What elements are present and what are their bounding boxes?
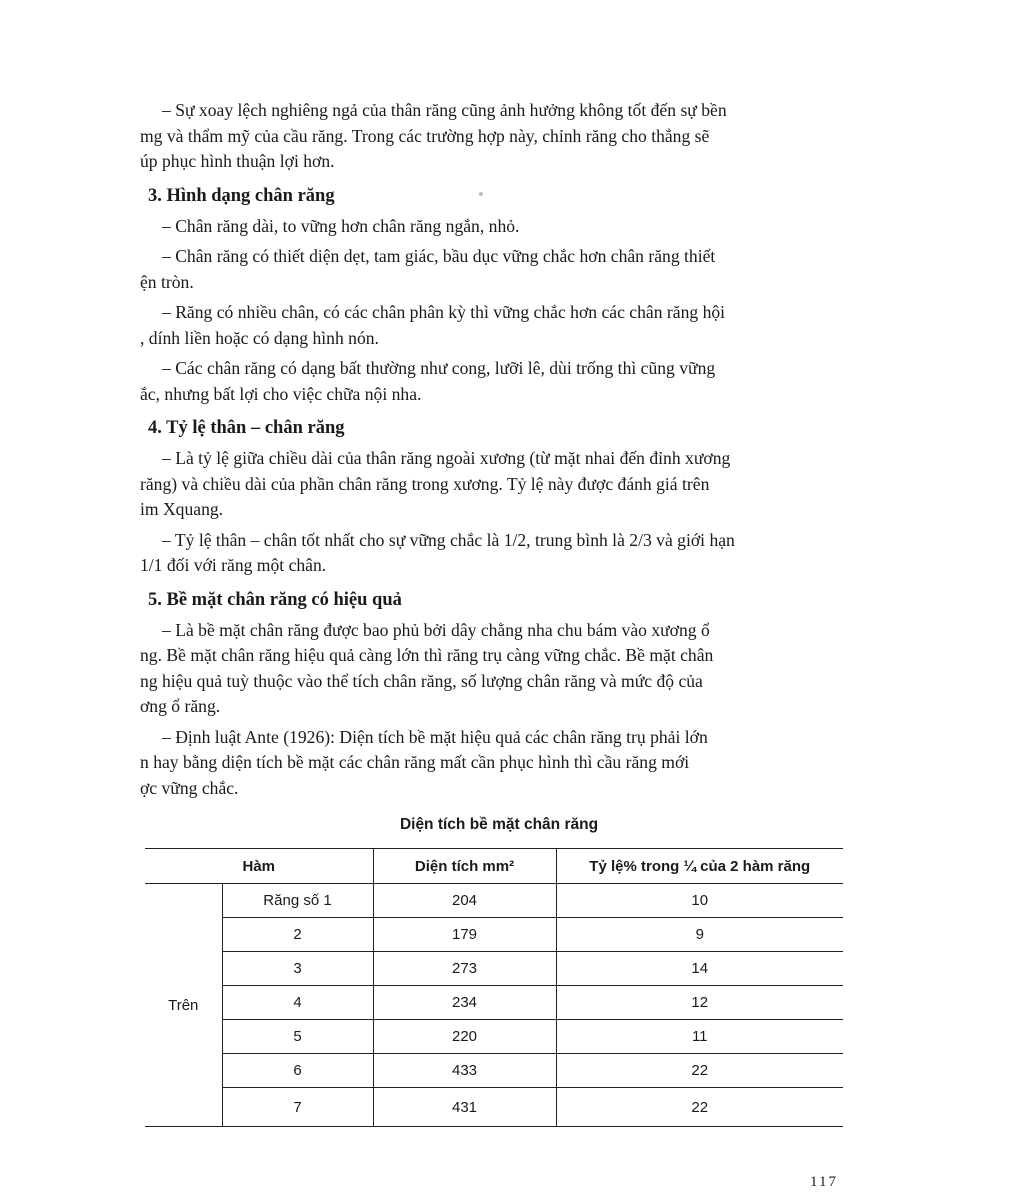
table-row <box>145 986 843 1020</box>
paragraph: – Sự xoay lệch nghiêng ngả của thân răng cũng ảnh hưởng không tốt đến sự bền mg và thẩm mỹ của cầu răng. Trong các trường hợp này, chỉnh răng cho thẳng sẽ úp phục hình thuận lợi hơn. <box>140 100 727 171</box>
cell-ratio: 22 <box>556 1054 843 1088</box>
table-row <box>145 1088 843 1127</box>
body-text <box>140 98 846 806</box>
paragraph: – Là bề mặt chân răng được bao phủ bởi dây chằng nha chu bám vào xương ổ ng. Bề mặt chân răng hiệu quả càng lớn thì răng trụ càng vững chắc. Bề mặt chân ng hiệu quả tuỳ thuộc vào thể tích chân răng, số lượng chân răng và mức độ của ơng ổ răng. <box>140 619 714 716</box>
section-heading: 4. Tỷ lệ thân – chân răng <box>148 418 345 438</box>
paragraph: – Chân răng có thiết diện dẹt, tam giác, bầu dục vững chắc hơn chân răng thiết ện tròn. <box>140 246 716 292</box>
table-title: Diện tích bề mặt chân răng <box>399 816 599 833</box>
cell-area: 234 <box>373 986 556 1020</box>
cell-ratio: 12 <box>556 986 843 1020</box>
section-heading: 5. Bề mặt chân răng có hiệu quả <box>148 589 402 610</box>
cell-ratio: 9 <box>556 918 843 952</box>
cell-ratio: 10 <box>556 884 843 918</box>
page-number: 117 <box>810 1174 838 1190</box>
cell-area: 179 <box>373 918 556 952</box>
table-header-row <box>145 849 843 884</box>
header-jaw: Hàm <box>145 849 373 884</box>
paragraph: – Các chân răng có dạng bất thường như cong, lưỡi lê, dùi trống thì cũng vững ắc, nhưng bất lợi cho việc chữa nội nha. <box>140 358 716 404</box>
surface-area-table-section <box>145 816 843 1127</box>
table-row <box>145 884 843 918</box>
table-row <box>145 1020 843 1054</box>
table-row <box>145 918 843 952</box>
cell-tooth: 6 <box>222 1054 373 1088</box>
paragraph: – Tỷ lệ thân – chân tốt nhất cho sự vững chắc là 1/2, trung bình là 2/3 và giới hạn 1/1 đối với răng một chân. <box>140 529 735 575</box>
cell-ratio: 11 <box>556 1020 843 1054</box>
surface-area-table <box>145 848 843 1127</box>
paragraph: – Răng có nhiều chân, có các chân phân kỳ thì vững chắc hơn các chân răng hội , dính liền hoặc có dạng hình nón. <box>140 302 726 348</box>
cell-tooth: 5 <box>222 1020 373 1054</box>
paragraph: – Chân răng dài, to vững hơn chân răng ngắn, nhỏ. <box>162 215 520 236</box>
cell-area: 220 <box>373 1020 556 1054</box>
cell-area: 433 <box>373 1054 556 1088</box>
cell-tooth: 4 <box>222 986 373 1020</box>
table-row <box>145 952 843 986</box>
section-heading: 3. Hình dạng chân răng <box>148 185 335 206</box>
cell-tooth: 7 <box>222 1088 373 1127</box>
cell-ratio: 14 <box>556 952 843 986</box>
cell-ratio: 22 <box>556 1088 843 1127</box>
header-ratio: Tỷ lệ% trong ¼ của 2 hàm răng <box>556 849 843 884</box>
cell-tooth: Răng số 1 <box>222 884 373 918</box>
cell-tooth: 3 <box>222 952 373 986</box>
paragraph: – Định luật Ante (1926): Diện tích bề mặt hiệu quả các chân răng trụ phải lớn n hay bằng diện tích bề mặt các chân răng mất cần phục hình thì cầu răng mới ợc vững chắc. <box>140 726 708 798</box>
cell-tooth: 2 <box>222 918 373 952</box>
paragraph: – Là tỷ lệ giữa chiều dài của thân răng ngoài xương (từ mặt nhai đến đỉnh xương răng) và chiều dài của phần chân răng trong xương. Tỷ lệ này được đánh giá trên im Xquang. <box>140 448 731 519</box>
cell-area: 204 <box>373 884 556 918</box>
table-row <box>145 1054 843 1088</box>
cell-area: 273 <box>373 952 556 986</box>
header-area: Diện tích mm² <box>373 849 556 884</box>
cell-area: 431 <box>373 1088 556 1127</box>
jaw-group-label: Trên <box>145 884 222 1127</box>
